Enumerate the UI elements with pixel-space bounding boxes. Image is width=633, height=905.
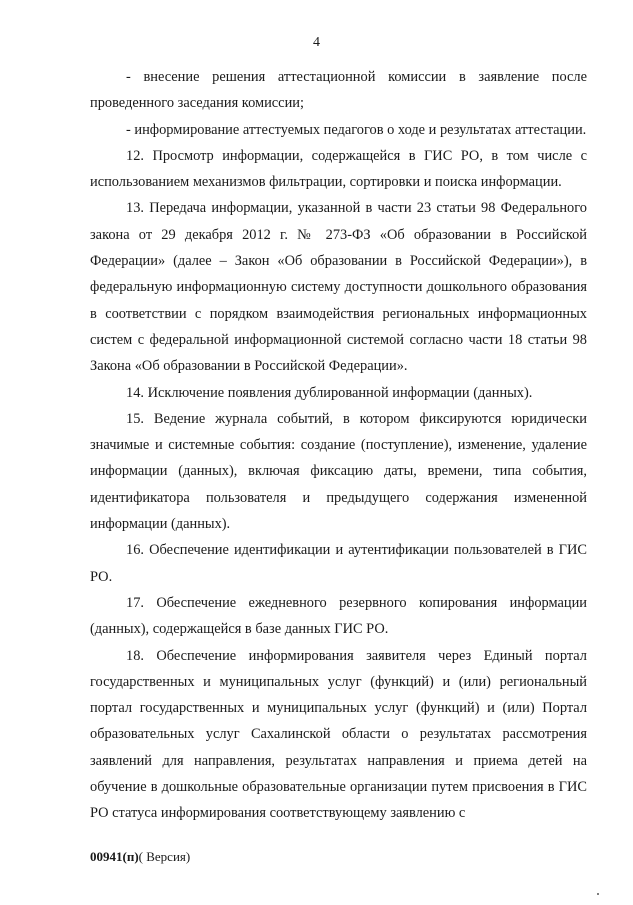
- document-code: 00941(п): [90, 849, 139, 864]
- paragraph-item-13: 13. Передача информации, указанной в части 23 статьи 98 Федерального закона от 29 декабря 2012 г. № 273-ФЗ «Об образовании в Российской Федерации» (далее – Закон «Об образовании в Российской Федерации»), в федеральную информационную систему доступности дошкольного образования в соответствии с порядком взаимодействия региональных информационных систем с федеральной информационной системой согласно части 18 статьи 98 Закона «Об образовании в Российской Федерации».: [90, 200, 587, 375]
- document-body: [90, 64, 587, 827]
- document-version: ( Версия): [138, 849, 191, 864]
- scan-artifact: [597, 893, 599, 895]
- document-footer: [90, 848, 190, 866]
- paragraph-item-17: 17. Обеспечение ежедневного резервного копирования информации (данных), содержащейся в базе данных ГИС РО.: [90, 594, 587, 638]
- paragraph-item-14: 14. Исключение появления дублированной информации (данных).: [126, 384, 533, 401]
- paragraph-bullet-2: - информирование аттестуемых педагогов о ходе и результатах аттестации.: [126, 121, 587, 138]
- paragraph-bullet-1: - внесение решения аттестационной комиссии в заявление после проведенного заседания комиссии;: [90, 69, 587, 112]
- paragraph-item-15: 15. Ведение журнала событий, в котором фиксируются юридически значимые и системные события: создание (поступление), изменение, удаление информации (данных), включая фиксацию даты, времени, типа события, идентификатора пользователя и предыдущего содержания измененной информации (данных).: [90, 410, 587, 533]
- paragraph-item-16: 16. Обеспечение идентификации и аутентификации пользователей в ГИС РО.: [90, 542, 587, 585]
- page-number: 4: [313, 35, 320, 50]
- paragraph-item-18: 18. Обеспечение информирования заявителя через Единый портал государственных и муниципальных услуг (функций) и (или) региональный портал государственных и муниципальных услуг (функций) и (или) Портал образовательных услуг Сахалинской области о результатах рассмотрения заявлений для направления, результатах направления и приема детей на обучение в дошкольные образовательные организации путем присвоения в ГИС РО статуса информирования соответствующему заявлению с: [90, 647, 587, 822]
- paragraph-item-12: 12. Просмотр информации, содержащейся в ГИС РО, в том числе с использованием механизмов фильтрации, сортировки и поиска информации.: [90, 147, 587, 191]
